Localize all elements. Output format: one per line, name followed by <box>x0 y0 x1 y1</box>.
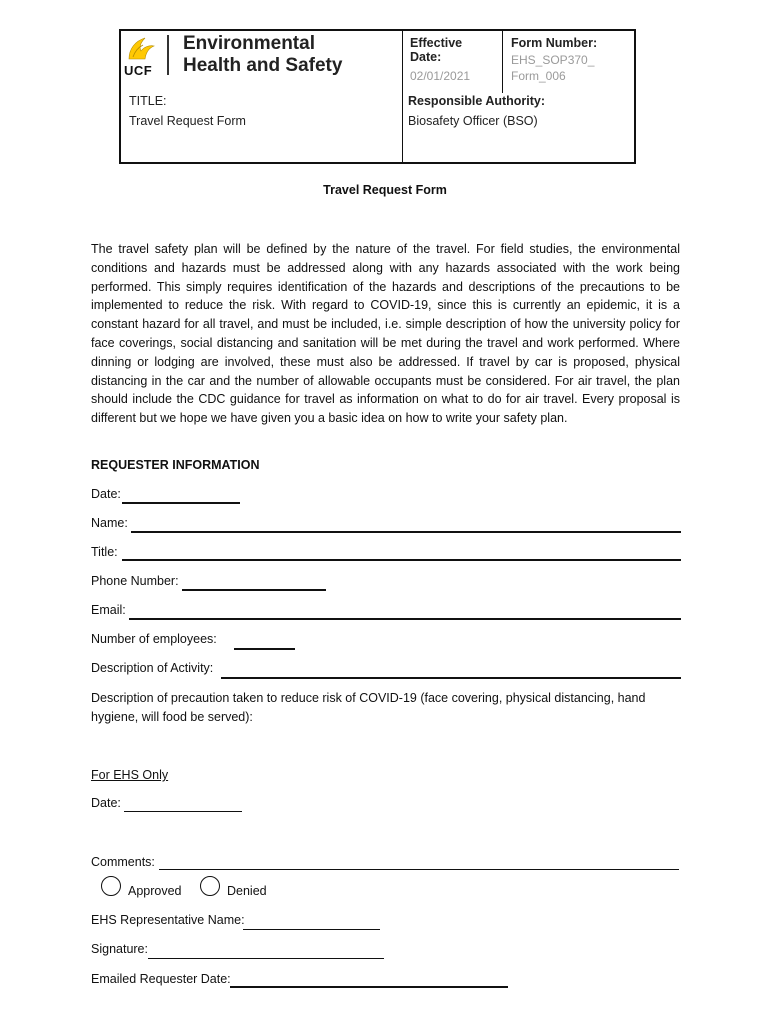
header-divider <box>502 31 503 93</box>
name-field[interactable] <box>131 531 681 533</box>
ucf-pegasus-logo-icon <box>125 35 155 61</box>
ehs-only-heading: For EHS Only <box>91 768 169 782</box>
effective-date-value: 02/01/2021 <box>410 69 471 83</box>
header-divider <box>402 31 403 164</box>
precaution-description: Description of precaution taken to reduce risk of COVID-19 (face covering, physical distancing, hand hygiene, will food be served): <box>91 691 646 724</box>
employees-field[interactable] <box>234 648 295 650</box>
logo-divider <box>167 35 169 75</box>
name-label: Name: <box>91 516 128 530</box>
form-number-value: EHS_SOP370_ Form_006 <box>511 53 595 83</box>
ehs-date-label: Date: <box>91 796 121 810</box>
responsible-authority-label: Responsible Authority: <box>408 94 546 108</box>
ehs-rep-name-label: EHS Representative Name: <box>91 913 245 927</box>
email-label: Email: <box>91 603 126 617</box>
form-number-label: Form Number: <box>511 36 598 50</box>
document-title: Travel Request Form <box>323 183 447 197</box>
date-label: Date: <box>91 487 121 501</box>
intro-paragraph: The travel safety plan will be defined by the nature of the travel. For field studies, the environmental conditions and hazards must be addressed along with any hazards associated with the work being performed. This simply requires identification of the hazards and descriptions of the precautions to be implemented to reduce the risk. With regard to COVID-19, since this is currently an epidemic, it is a constant hazard for all travel, and must be included, i.e. simple description of how the university policy for face coverings, social distancing and sanitation will be met during the travel and work performed. Where dinning or lodging are involved, these must also be addressed. If travel by car is proposed, physical distancing in the car and the number of allowable occupants must be considered. For air travel, the plan should include the CDC guidance for travel as information on what to do for air travel. Every proposal is different but we hope we have given you a basic idea on how to write your safety plan. <box>91 242 680 426</box>
phone-field[interactable] <box>182 589 326 591</box>
emailed-requester-date-label: Emailed Requester Date: <box>91 972 231 986</box>
department-name: Environmental Health and Safety <box>183 33 343 76</box>
responsible-authority-value: Biosafety Officer (BSO) <box>408 114 538 128</box>
comments-label: Comments: <box>91 855 155 869</box>
email-field[interactable] <box>129 618 681 620</box>
title-field-label: Title: <box>91 545 118 559</box>
form-header <box>119 29 636 164</box>
title-value: Travel Request Form <box>129 114 246 128</box>
ehs-date-field[interactable] <box>124 811 242 812</box>
emailed-requester-date-field[interactable] <box>230 986 508 988</box>
signature-label: Signature: <box>91 942 148 956</box>
approved-radio[interactable] <box>101 876 121 896</box>
comments-field[interactable] <box>159 869 679 870</box>
activity-label: Description of Activity: <box>91 661 214 675</box>
signature-field[interactable] <box>148 958 384 959</box>
requester-heading: REQUESTER INFORMATION <box>91 458 260 472</box>
ehs-rep-name-field[interactable] <box>243 929 380 930</box>
denied-radio[interactable] <box>200 876 220 896</box>
employees-label: Number of employees: <box>91 632 217 646</box>
title-label: TITLE: <box>129 94 167 108</box>
date-field[interactable] <box>122 502 240 504</box>
ucf-wordmark: UCF <box>124 63 153 78</box>
denied-label: Denied <box>227 884 267 898</box>
effective-date-label: Effective Date: <box>410 36 463 64</box>
activity-field[interactable] <box>221 677 681 679</box>
title-field[interactable] <box>122 559 681 561</box>
phone-label: Phone Number: <box>91 574 179 588</box>
approved-label: Approved <box>128 884 182 898</box>
